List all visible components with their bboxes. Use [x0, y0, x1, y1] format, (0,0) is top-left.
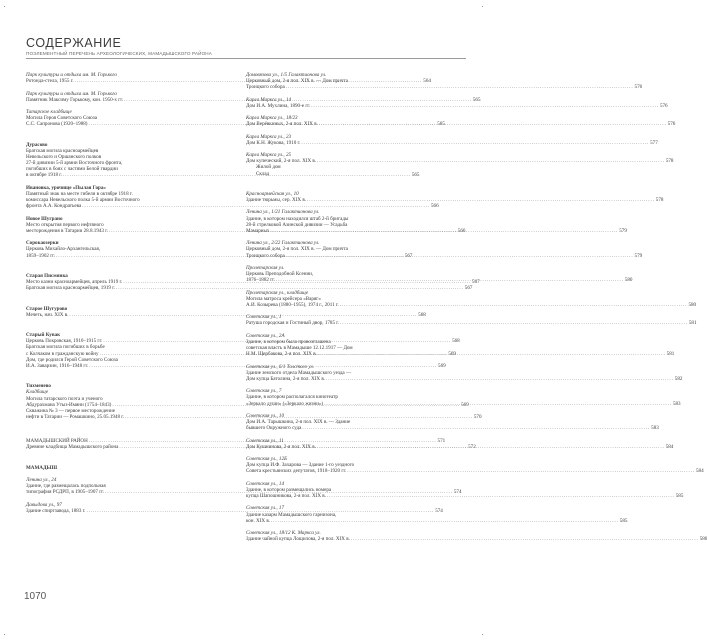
section-spacer — [26, 457, 234, 465]
toc-line-with-page[interactable] — [246, 320, 697, 327]
address-line: Татарское кладбище — [26, 109, 72, 115]
toc-line-text: Могила татарского поэта и ученого — [26, 395, 103, 402]
address-line: Красноармейская ул., 10 — [246, 190, 299, 197]
page-ref: 570 — [473, 413, 482, 420]
section-spacer — [26, 375, 234, 383]
address-line: Домовязова ул., 1/5 Галактионова ул. — [246, 72, 327, 78]
address-line: Ленина ул., 2/22 Галактионова ул. — [246, 240, 320, 247]
address-line: Советская ул., 1 — [246, 314, 282, 321]
page-ref: 580 — [624, 277, 633, 284]
crop-mark — [482, 634, 483, 635]
page-ref: 568 — [418, 311, 426, 318]
location-heading: Старая Писмянка — [26, 272, 68, 279]
address-line: Советская ул., 14 — [246, 480, 285, 487]
toc-line-with-page[interactable] — [246, 252, 643, 259]
toc-line-text: советская власть в Мамадыше 12.12.1917 — Дом — [246, 345, 353, 352]
dot-leader — [317, 158, 665, 164]
page-ref: 567 — [464, 285, 473, 292]
page-ref: 581 — [688, 320, 697, 327]
location-heading: Ивановка, урочище «Пылая Гора» — [26, 184, 106, 191]
crop-mark — [4, 634, 5, 635]
toc-line-with-page[interactable] — [246, 375, 683, 382]
toc-line-text: Дом купца Батолина, 2-я пол. XIX в. — [246, 375, 326, 382]
toc-line-text: Место казни красноармейцев, апрель 1919 г. — [26, 279, 123, 286]
address-line: Карла Маркса ул., 25 — [246, 152, 292, 159]
toc-line-text: комиссара Невельского полка 5-й армии Восточного — [26, 197, 140, 204]
toc-line-text: 1876–1882 гг. — [246, 277, 276, 284]
toc-line-text: Братская могила красноармейцев, 1919 г. — [26, 285, 116, 292]
address-line: Парк культуры и отдыха им. М. Горького — [26, 90, 117, 97]
crop-mark — [482, 6, 483, 7]
toc-line-text: Могила матроса крейсера «Варяг» — [246, 295, 321, 302]
toc-line-text: Ротонда-стела, 1955 г. — [26, 78, 74, 85]
toc-line-with-page[interactable] — [246, 102, 668, 109]
toc-entry — [246, 363, 683, 382]
dot-leader — [340, 302, 688, 308]
toc-line-text: 27-й дивизии 5-й армии Восточного фронта, — [26, 160, 123, 167]
toc-line-text: С.С. Сапронова (1920–1988) — [26, 121, 88, 128]
location-heading: Сорокаозерки — [26, 240, 59, 247]
address-line: Карла Маркса ул., 18/23 — [246, 115, 298, 122]
toc-line-text: Здание, где размещалась подпольная — [26, 483, 106, 490]
toc-entry — [246, 332, 675, 358]
toc-line-text: Дом, где родился Герой Советского Союза — [26, 356, 118, 363]
address-line: Карла Маркса ул., 14 — [246, 96, 292, 103]
toc-line-text: Церковь Покровская, 1910–1915 гг. — [26, 338, 103, 345]
page-number: 1070 — [24, 591, 47, 602]
page-ref: 566 — [457, 227, 466, 234]
page-ref: 581 — [666, 351, 675, 358]
address-line: Советская ул., 6/1 Толстого ул. — [246, 363, 314, 370]
page-ref: 571 — [437, 438, 446, 445]
toc-entry — [246, 289, 697, 308]
page-title: СОДЕРЖАНИЕ — [26, 36, 122, 50]
page-ref: 566 — [430, 203, 439, 210]
address-line: Советская ул., 7 — [246, 388, 282, 395]
page-ref: 574 — [435, 507, 443, 514]
page-ref: 576 — [667, 121, 676, 128]
toc-line-text: Н.М. Щербакова, 2-я пол. XIX в. — [246, 351, 317, 358]
toc-line-text: купца Шапошникова, 2-я пол. XIX в. — [246, 493, 326, 499]
location-heading: Тихменево — [26, 383, 51, 390]
toc-entry — [246, 115, 676, 128]
toc-entry — [246, 456, 704, 475]
toc-line-text: фронта А.А. Кондратьева — [26, 203, 82, 210]
toc-entry — [246, 505, 628, 524]
toc-line-text: Жилой дом — [256, 164, 281, 171]
toc-line-text: Дом Кушнинова, 2-я пол. XIX в. — [246, 443, 316, 450]
page-ref: 574 — [453, 489, 462, 496]
toc-line-with-page[interactable] — [246, 351, 675, 358]
toc-line-text: Братская могила красноармейцев — [26, 147, 99, 154]
location-heading: Новое Шуграно — [26, 215, 63, 222]
dot-leader — [301, 140, 649, 146]
toc-line-text: Совета крестьянских депутатов, 1918–1920 гг. — [246, 468, 347, 475]
toc-line-with-page[interactable] — [246, 197, 664, 204]
dot-leader — [319, 121, 667, 127]
toc-line-text: в октябре 1918 г. — [26, 172, 63, 179]
toc-line-text: Памятный знак на месте гибели в октябре 1918 г. — [26, 190, 133, 197]
toc-line-text: Место открытия первого нефтяного — [26, 221, 104, 228]
crop-mark — [4, 6, 5, 7]
toc-line-text: Здание, в котором располагался кинотеатр — [246, 394, 338, 401]
page-ref: 565 — [437, 121, 445, 128]
toc-line-text: Мечеть, нач. XIX в. — [26, 311, 69, 318]
toc-line-text: Дом И.А. Мухлина, 1890-е гг. — [246, 102, 311, 109]
toc-line-with-page[interactable] — [246, 121, 676, 128]
toc-entry — [246, 133, 658, 146]
address-line: Кладбище — [26, 389, 49, 396]
page-ref: 569 — [438, 362, 446, 369]
page-ref: 585 — [619, 517, 628, 524]
page-ref: 572 — [468, 444, 476, 451]
toc-line-text: Абдурахмана Утыз-Имяни (1754–1843) — [26, 401, 112, 408]
toc-line-text: 28-й стрелковой Азинской дивизии — Усадьба — [246, 221, 348, 228]
toc-line-text: Невельского и Оршанского полков — [26, 153, 102, 160]
page-ref: 565 — [472, 96, 481, 103]
address-line: Советская ул., 12Б — [246, 456, 288, 463]
page-ref: 568 — [452, 338, 460, 345]
toc-entry — [26, 465, 234, 471]
toc-line-text: Скважина № 3 — первое месторождение — [26, 407, 115, 414]
address-line: Советская ул., 18/12 К. Маркса ул. — [246, 530, 321, 536]
toc-line-text: МАМАДЫШСКИЙ РАЙОН — [26, 438, 88, 445]
toc-line-text: Троицкого собора — [246, 252, 285, 259]
toc-line-text: Древние кладбища Мамадышского района — [26, 444, 119, 451]
toc-line-text: Здание спиртзавода, 1883 г. — [26, 507, 86, 514]
location-heading: МАМАДЫШ — [26, 464, 58, 471]
toc-line-with-page[interactable] — [246, 425, 659, 432]
dot-leader — [327, 493, 675, 499]
toc-line-with-page[interactable] — [246, 139, 658, 146]
page-ref: 564 — [423, 78, 431, 85]
toc-line-with-page[interactable] — [26, 285, 473, 292]
toc-line-text: Здание земского отдела Мамадышского уезда — — [246, 369, 352, 376]
dot-leader — [311, 103, 659, 109]
dot-leader — [270, 228, 618, 234]
page-ref: 584 — [665, 443, 674, 450]
toc-line-text: Дом И.А. Тарышкина, 2-я пол. XIX в. — Здание — [246, 419, 351, 426]
section-spacer — [26, 426, 234, 438]
toc-line-text: погибших в боях с частями Белой гвардии — [26, 166, 118, 173]
toc-line-text: бывшего Окружного суда — [246, 425, 302, 432]
page-ref: 567 — [404, 252, 413, 259]
location-heading: Старое Шугурово — [26, 305, 68, 312]
toc-line-text: Церковь Михайло-Архангельская, — [26, 246, 101, 253]
page-ref: 567 — [472, 279, 480, 286]
page-ref: 576 — [634, 84, 643, 91]
page-ref: 585 — [675, 493, 684, 499]
toc-line-with-page[interactable] — [246, 517, 628, 524]
address-line: Давыдова ул., 97 — [26, 501, 62, 508]
page-ref: 580 — [688, 301, 697, 308]
toc-line-text: нефти в Татарии — Ромашкино, 25.05.1948 г. — [26, 413, 125, 420]
location-heading: Дурасово — [26, 141, 48, 148]
dot-leader — [286, 253, 634, 259]
dot-leader — [318, 351, 666, 357]
toc-line-text: Братская могила погибших в борьбе — [26, 344, 105, 351]
toc-entry — [246, 209, 627, 234]
address-line: Пролетарская ул., кладбище — [246, 289, 309, 296]
toc-line-text: Церковь Преподобной Ксении, — [246, 271, 314, 278]
address-line: Ленина ул., 1/21 Галактионова ул. — [246, 209, 320, 216]
toc-line-text: типография РСДРП, в 1905–1907 гг. — [26, 489, 105, 496]
dot-leader — [326, 376, 674, 382]
toc-line-text: Церковный дом, 2-я пол. XIX в. — Дом причта — [246, 246, 348, 253]
page-ref: 583 — [672, 400, 681, 407]
toc-line-text: Троицкого собора — [246, 84, 285, 91]
page-ref: 578 — [655, 197, 664, 204]
dot-leader — [271, 518, 619, 524]
address-line: Пролетарская ул. — [246, 264, 285, 271]
page-ref: 569 — [461, 401, 469, 408]
toc-line-text: Здание казарм Мамадышского гарнизона, — [246, 511, 337, 518]
dot-leader — [324, 401, 672, 407]
toc-line-with-page[interactable] — [246, 468, 704, 475]
toc-line-text: Мамарных — [246, 227, 270, 234]
toc-entry — [246, 530, 707, 543]
page-ref: 576 — [659, 102, 668, 109]
location-heading: Старый Кувак — [26, 332, 61, 339]
section-spacer — [26, 298, 234, 306]
toc-line-text: Дом купца И.Ф. Захарова — Здание 1-го уездного — [246, 462, 355, 469]
dot-leader — [302, 425, 650, 431]
toc-line-text: «Зеркало души» («Зеркало жизни») — [246, 400, 324, 407]
toc-line-with-page[interactable] — [26, 203, 439, 210]
toc-line-text: Здание чайной купца Лощилова, 2-я пол. XIX в. — [246, 536, 350, 543]
toc-entry — [246, 190, 664, 204]
dot-leader — [340, 320, 688, 326]
page-ref: 569 — [448, 350, 456, 357]
toc-line-with-page[interactable] — [246, 301, 697, 308]
dot-leader — [317, 444, 665, 450]
toc-line-text: Ратуша городская и Гостиный двор, 1785 г. — [246, 320, 340, 327]
section-spacer — [26, 324, 234, 332]
toc-line-with-page[interactable] — [246, 536, 707, 543]
toc-line-text: Склад — [256, 170, 270, 177]
section-spacer — [26, 265, 234, 273]
address-line: Карла Маркса ул., 23 — [246, 133, 292, 140]
toc-line-text: Здание, в котором была провозглашена — [246, 338, 331, 345]
page-ref: 579 — [619, 227, 627, 234]
toc-entry — [246, 480, 684, 499]
toc-line-text: Памятник Максиму Горькому, кон. 1950-х гг. — [26, 96, 124, 103]
section-spacer — [246, 183, 462, 191]
dot-leader — [347, 468, 695, 474]
page-ref: 582 — [674, 375, 683, 382]
toc-line-text: Дом К.Н. Жукова, 1910 г. — [246, 139, 301, 146]
address-line: Советская ул., 10 — [246, 412, 285, 419]
page-header — [26, 36, 466, 59]
toc-entry — [246, 152, 674, 177]
toc-line-text: с Колчаком в гражданскую войну — [26, 350, 99, 357]
toc-line-text: месторождения в Татарии 28.8.1943 г. — [26, 227, 109, 234]
toc-line-text: Дом Верёвкиных, 2-я пол. XIX в. — [246, 121, 318, 128]
address-line: Советская ул., 17 — [246, 505, 285, 512]
page-ref: 577 — [650, 139, 658, 146]
page-ref: 586 — [699, 536, 707, 543]
address-line: Советская ул., 2А — [246, 332, 285, 339]
toc-line-text: кон. XIX в. — [246, 517, 271, 524]
dot-leader — [276, 277, 624, 286]
toc-line-text: Здание, в котором размещались номера — [246, 486, 332, 493]
address-line: Ленина ул., 24 — [26, 477, 57, 484]
toc-line-text: Могила Героя Советского Союза — [26, 115, 97, 122]
toc-line-text: Здание, в котором находился штаб 2-й бригады — [246, 215, 349, 222]
dot-leader — [307, 197, 655, 203]
toc-entry — [246, 240, 643, 259]
toc-line-text: Дом купеческий, 2-я пол. XIX в. — [246, 158, 317, 165]
toc-line-text: А.И. Козырева (1880–1955), 1974 г., 2011 г. — [246, 301, 339, 308]
dot-leader — [286, 84, 634, 90]
toc-line-text: И.А. Заварзин, 1916–1948 гг. — [26, 362, 89, 369]
address-line: Советская ул., 11 — [246, 437, 284, 444]
page-ref: 579 — [634, 252, 643, 259]
page-ref: 584 — [696, 468, 704, 475]
dot-leader — [351, 536, 699, 542]
section-spacer — [26, 134, 234, 142]
toc-entry — [246, 311, 697, 327]
toc-entry — [246, 72, 643, 91]
toc-line-text: Здание тюрьмы, сер. XIX в. — [246, 197, 307, 204]
page-subtitle: ПОЭЛЕМЕНТНЫЙ ПЕРЕЧЕНЬ АРХЕОЛОГИЧЕСКИХ, МАМАДЫШСКОГО РАЙОНА — [26, 51, 466, 59]
toc-line-text: 1859–1902 гг. — [26, 252, 56, 259]
page-ref: 578 — [665, 158, 674, 165]
toc-line-with-page[interactable] — [246, 493, 684, 499]
page-ref: 565 — [411, 172, 420, 179]
toc-line-with-page[interactable] — [246, 84, 643, 91]
address-line: Парк культуры и отдыха им. М. Горького — [26, 72, 117, 78]
toc-line-text: Церковный дом, 2-я пол. XIX в. — Дом причта — [246, 78, 348, 85]
page-ref: 583 — [651, 425, 659, 432]
